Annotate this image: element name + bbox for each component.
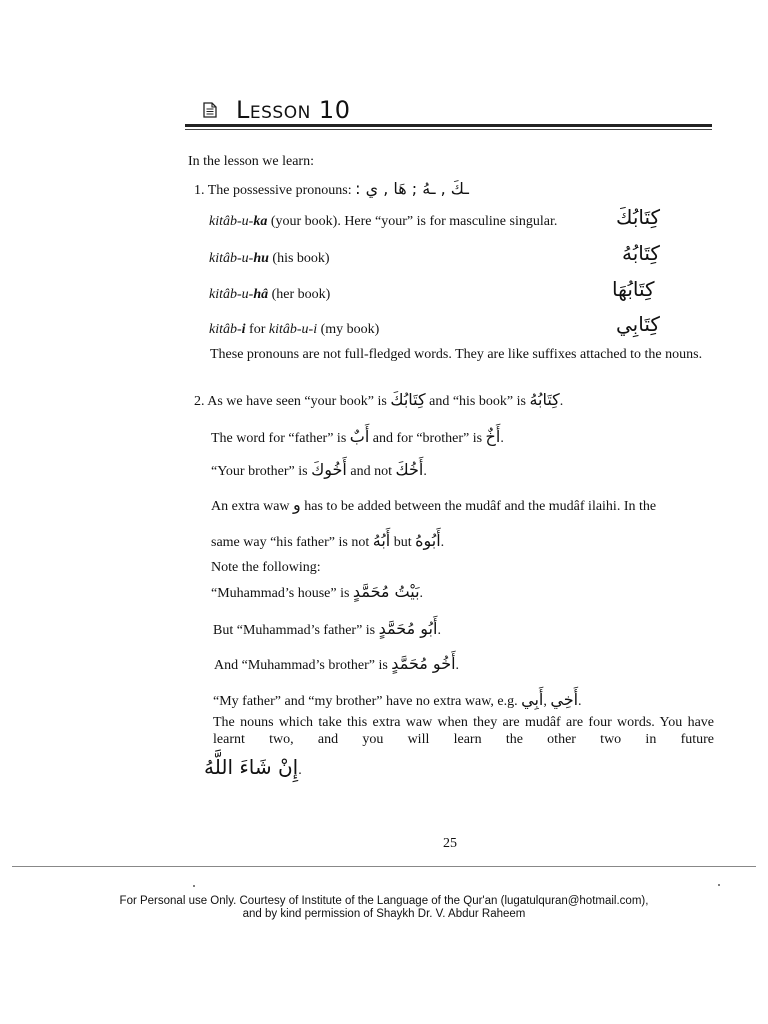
text-segment: has to be added between the mudâf and the mudâf ilaihi. In the <box>304 499 657 514</box>
text-segment: . <box>455 658 460 673</box>
house-line <box>211 583 423 602</box>
example-translit: kitâb-u- <box>209 287 254 302</box>
example-row <box>209 250 330 267</box>
example-gloss: (her book) <box>268 287 331 302</box>
example-suffix: hu <box>253 251 269 266</box>
example-row <box>209 286 330 303</box>
example-translit: kitâb- <box>209 322 242 337</box>
father-line <box>211 428 504 447</box>
text-segment: , <box>543 694 547 709</box>
example-gloss: (his book) <box>268 251 330 266</box>
text-segment: . <box>559 394 564 409</box>
arabic-word: كِتَابُكَ <box>390 390 426 409</box>
example-suffix: i <box>241 322 246 337</box>
text-segment: . <box>500 431 504 446</box>
example-suffix: ka <box>253 214 268 229</box>
lesson-title: Lesson 10 <box>236 96 351 124</box>
text-segment: and not <box>350 464 392 479</box>
example-translit: kitâb-u- <box>209 214 254 229</box>
arabic-word: أَخُكَ <box>395 460 424 479</box>
scan-dot <box>193 885 195 887</box>
example-suffix: hâ <box>253 287 269 302</box>
point1-line <box>194 180 469 199</box>
example-arabic: كِتَابُهُ <box>622 241 660 265</box>
footer-line1: For Personal use Only. Courtesy of Institute of the Language of the Qur'an (lugatulquran@hotmail.com), <box>119 895 649 907</box>
waw-line <box>211 496 656 515</box>
point1-lead: 1. The possessive pronouns: <box>194 183 352 198</box>
footer-rule <box>12 866 756 867</box>
text-segment: “Your brother” is <box>211 464 308 479</box>
example-arabic: كِتَابِي <box>616 312 660 336</box>
arabic-word: أَبُهُ <box>372 531 391 550</box>
text-segment: 2. As we have seen “your book” is <box>194 394 387 409</box>
arabic-word: أَخٌ <box>485 427 501 446</box>
text-segment: and “his book” is <box>429 394 526 409</box>
footer-line2: and by kind permission of Shaykh Dr. V. Abdur Raheem <box>242 908 526 920</box>
arabic-word: أَبِي <box>521 690 544 709</box>
example-mid: for <box>245 322 269 337</box>
text-segment: “My father” and “my brother” have no extra waw, e.g. <box>213 694 518 709</box>
m-father-line <box>213 620 441 639</box>
text-segment: The word for “father” is <box>211 431 347 446</box>
arabic-word: أَبُو مُحَمَّدٍ <box>378 619 438 638</box>
arabic-word: أَبُوهُ <box>415 531 441 550</box>
text-segment: But “Muhammad’s father” is <box>213 623 376 638</box>
point1-arabic: ـكَ , ـهُ ; هَا , ي : <box>355 179 469 198</box>
m-brother-line <box>214 655 459 674</box>
header-rule <box>185 124 712 127</box>
example-arabic: كِتَابُهَا <box>612 277 655 301</box>
text-segment: and for “brother” is <box>372 431 483 446</box>
his-father-line <box>211 532 444 551</box>
text-segment: . <box>578 694 582 709</box>
point1-note: These pronouns are not full-fledged words. They are like suffixes attached to the nouns. <box>210 347 703 362</box>
text-segment: And “Muhammad’s brother” is <box>214 658 388 673</box>
example-row <box>209 213 557 230</box>
text-segment: . <box>440 535 445 550</box>
arabic-word: كِتَابُهُ <box>529 390 560 409</box>
text-segment: “Muhammad’s house” is <box>211 586 350 601</box>
example-gloss: (my book) <box>317 322 380 337</box>
arabic-word: أَبٌ <box>349 427 370 446</box>
inshallah-line <box>204 755 302 779</box>
note-following: Note the following: <box>211 560 321 575</box>
intro-text: In the lesson we learn: <box>188 154 314 169</box>
text-segment: but <box>393 535 412 550</box>
arabic-word: إِنْ شَاءَ اللَّهُ <box>204 755 299 779</box>
page-number: 25 <box>443 836 457 851</box>
example-alt: kitâb-u-i <box>268 322 318 337</box>
example-arabic: كِتَابُكَ <box>616 205 661 229</box>
example-translit: kitâb-u- <box>209 251 254 266</box>
text-segment: . <box>419 586 424 601</box>
arabic-word: بَيْتُ مُحَمَّدٍ <box>352 582 420 601</box>
text-segment: same way “his father” is not <box>211 535 370 550</box>
footer <box>0 895 768 921</box>
nouns-paragraph: The nouns which take this extra waw when they are mudâf are four words. You have learnt two, and you will learn the other two in future <box>213 715 714 747</box>
my-line <box>213 691 582 710</box>
text-segment: . <box>298 763 302 778</box>
header-rule-thin <box>185 129 712 130</box>
text-segment: . <box>437 623 441 638</box>
your-brother-line <box>211 461 427 480</box>
page-icon <box>203 102 217 118</box>
example-gloss: (your book). Here “your” is for masculine singular. <box>267 214 558 229</box>
scan-dot <box>718 884 720 886</box>
text-segment: . <box>423 464 427 479</box>
arabic-word: أَخُو مُحَمَّدٍ <box>391 654 456 673</box>
text-segment: An extra waw <box>211 499 290 514</box>
arabic-word: أَخِي <box>550 690 579 709</box>
arabic-word: أَخُوكَ <box>311 460 347 479</box>
arabic-word: و <box>293 495 301 514</box>
example-row <box>209 321 379 338</box>
point2-line <box>194 391 563 410</box>
